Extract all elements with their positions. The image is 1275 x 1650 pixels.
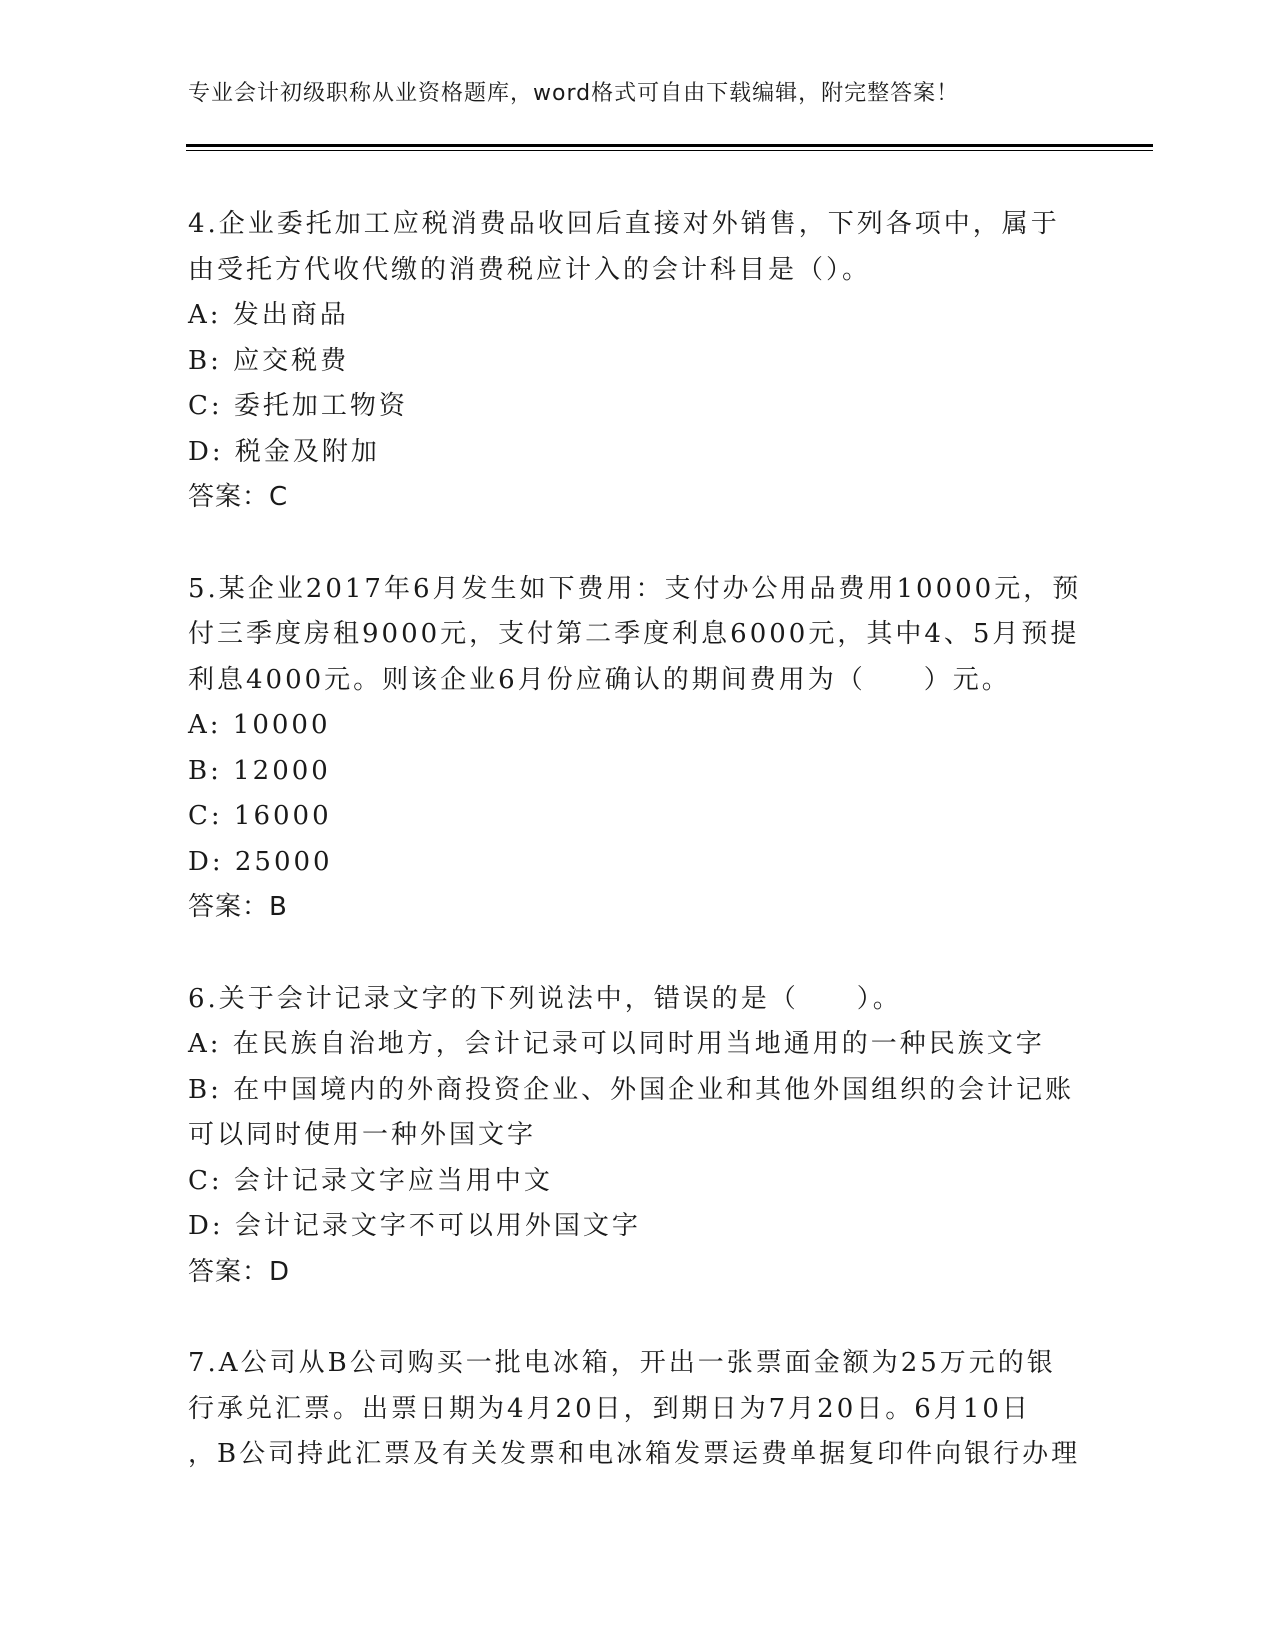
answer-line: 答案：D bbox=[188, 1256, 291, 1287]
question-stem-line: 4.企业委托加工应税消费品收回后直接对外销售，下列各项中，属于 bbox=[188, 209, 1060, 239]
question-spacer bbox=[188, 931, 1088, 977]
question-7 bbox=[188, 1341, 1088, 1478]
option-c: C: 16000 bbox=[188, 801, 332, 831]
page-header: 专业会计初级职称从业资格题库，word格式可自由下载编辑，附完整答案！ bbox=[188, 81, 960, 106]
header-rule-thin bbox=[186, 150, 1153, 151]
option-a: A: 发出商品 bbox=[188, 300, 349, 330]
option-b-continued: 可以同时使用一种外国文字 bbox=[188, 1120, 537, 1150]
question-spacer bbox=[188, 521, 1088, 567]
question-stem-line: 付三季度房租9000元，支付第二季度利息6000元，其中4、5月预提 bbox=[188, 619, 1080, 649]
question-stem-line: 行承兑汇票。出票日期为4月20日，到期日为7月20日。6月10日 bbox=[188, 1393, 1031, 1424]
question-stem-line: ，B公司持此汇票及有关发票和电冰箱发票运费单据复印件向银行办理 bbox=[188, 1439, 1081, 1469]
option-b: B: 应交税费 bbox=[188, 345, 350, 376]
question-6 bbox=[188, 977, 1088, 1296]
option-a: A: 在民族自治地方，会计记录可以同时用当地通用的一种民族文字 bbox=[188, 1029, 1045, 1059]
header-rule-thick bbox=[186, 144, 1153, 147]
option-b: B: 在中国境内的外商投资企业、外国企业和其他外国组织的会计记账 bbox=[188, 1074, 1075, 1105]
option-b: B: 12000 bbox=[188, 755, 331, 786]
question-spacer bbox=[188, 1295, 1088, 1341]
option-d: D: 会计记录文字不可以用外国文字 bbox=[188, 1211, 641, 1241]
option-d: D: 25000 bbox=[188, 846, 333, 877]
option-d: D: 税金及附加 bbox=[188, 436, 380, 467]
question-stem-line: 7.A公司从B公司购买一批电冰箱，开出一张票面金额为25万元的银 bbox=[188, 1348, 1056, 1378]
question-5 bbox=[188, 567, 1088, 931]
answer-line: 答案：B bbox=[188, 892, 288, 922]
question-stem-line: 由受托方代收代缴的消费税应计入的会计科目是（）。 bbox=[188, 254, 872, 285]
option-c: C: 委托加工物资 bbox=[188, 391, 408, 421]
answer-line: 答案：C bbox=[188, 482, 289, 512]
option-c: C: 会计记录文字应当用中文 bbox=[188, 1165, 553, 1196]
option-a: A: 10000 bbox=[188, 710, 331, 740]
question-stem-line: 5.某企业2017年6月发生如下费用：支付办公用品费用10000元，预 bbox=[188, 573, 1082, 604]
question-stem-line: 6.关于会计记录文字的下列说法中，错误的是（ ）。 bbox=[188, 983, 902, 1014]
question-list bbox=[188, 202, 1088, 1478]
question-4 bbox=[188, 202, 1088, 521]
question-stem-line: 利息4000元。则该企业6月份应确认的期间费用为（ ）元。 bbox=[188, 664, 1011, 695]
